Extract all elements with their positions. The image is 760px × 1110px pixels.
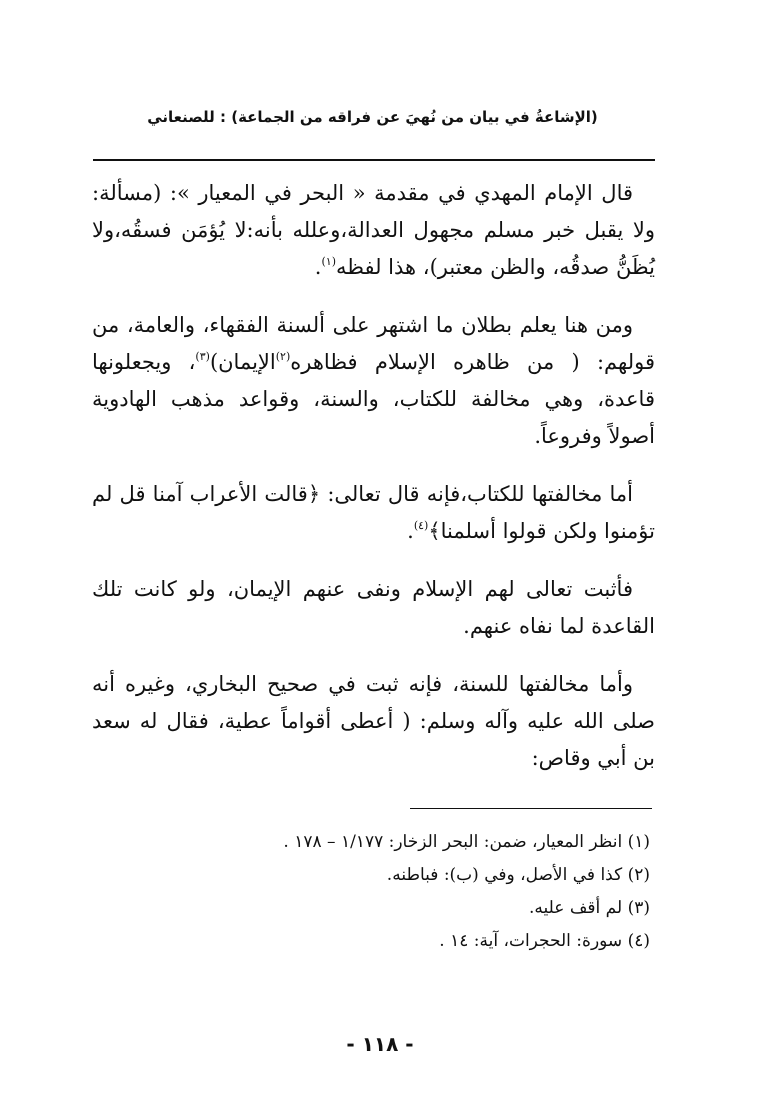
footnote-3: (٣) لم أقف عليه. [529, 898, 650, 918]
paragraph-3-end: . [407, 519, 414, 543]
footnotes [120, 826, 650, 958]
footnote-1: (١) انظر المعيار، ضمن: البحر الزخار: ١/١٧٧ – ١٧٨ . [283, 832, 650, 852]
running-header: (الإشاعةُ في بيان من نُهيَ عن فراقه من الجماعة) : للصنعاني [147, 108, 598, 126]
paragraph-1 [92, 175, 655, 286]
body-text [92, 175, 655, 798]
footnote-2: (٢) كذا في الأصل، وفي (ب): فباطنه. [386, 865, 650, 885]
footnote-ref-2: (٢) [275, 350, 291, 363]
paragraph-2-text-c: ، ويجعلونها قاعدة، وهي مخالفة للكتاب، والسنة، وقواعد مذهب الهادوية أصولاً وفروعاً. [92, 350, 655, 448]
header-rule [93, 159, 655, 161]
footnote-rule [410, 808, 652, 809]
paragraph-5: وأما مخالفتها للسنة، فإنه ثبت في صحيح البخاري، وغيره أنه صلى الله عليه وآله وسلم: ( أعطى أقواماً عطية، فقال له سعد بن أبي وقاص: [92, 672, 655, 770]
footnote-ref-3: (٣) [195, 350, 210, 363]
paragraph-4: فأثبت تعالى لهم الإسلام ونفى عنهم الإيمان، ولو كانت تلك القاعدة لما نفاه عنهم. [92, 577, 655, 638]
paragraph-2 [92, 307, 655, 455]
footnote-4: (٤) سورة: الحجرات، آية: ١٤ . [439, 931, 650, 951]
footnote-ref-1: (١) [321, 255, 336, 268]
paragraph-1-end: . [314, 255, 322, 279]
paragraph-1-text: قال الإمام المهدي في مقدمة « البحر في المعيار »: (مسألة: ولا يقبل خبر مسلم مجهول العدالة،وعلله بأنه:لا يُؤمَن فسقُه،ولا يُظَنُّ صدقُه، والظن معتبر)، هذا لفظه [92, 181, 655, 279]
page-number: - ١١٨ - [346, 1032, 414, 1056]
paragraph-3-text: أما مخالفتها للكتاب،فإنه قال تعالى: ﴿قالت الأعراب آمنا قل لم تؤمنوا ولكن قولوا أسلمنا﴾ [92, 482, 655, 543]
paragraph-2-text-b: الإيمان) [209, 350, 276, 374]
footnote-ref-4: (٤) [413, 519, 429, 532]
paragraph-3 [92, 476, 655, 550]
paragraph-2-text-a: ومن هنا يعلم بطلان ما اشتهر على ألسنة الفقهاء، والعامة، من قولهم: ( من ظاهره الإسلام فظاهره [92, 313, 655, 374]
